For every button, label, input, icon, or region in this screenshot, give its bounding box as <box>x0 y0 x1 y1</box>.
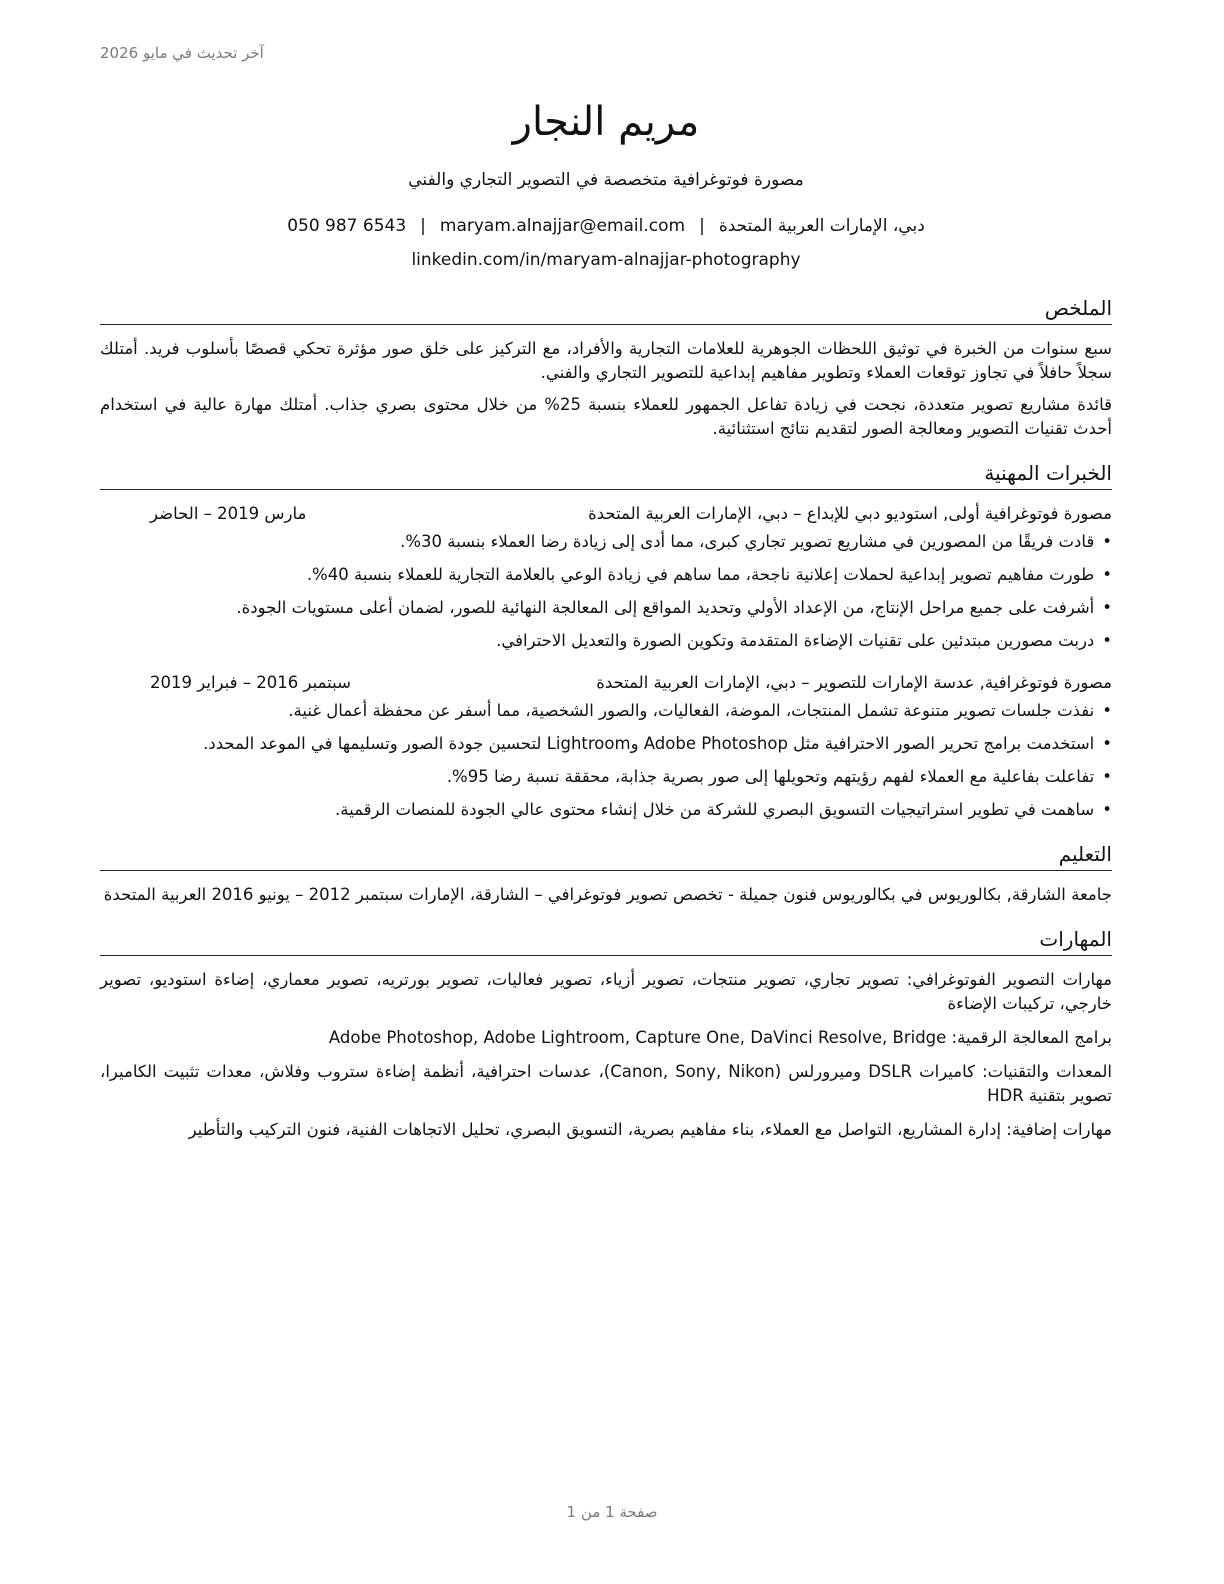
candidate-name: مريم النجار <box>512 99 700 145</box>
job-bullet: • طورت مفاهيم تصوير إبداعية لحملات إعلانية ناجحة، مما ساهم في زيادة الوعي بالعلامة التجارية للعملاء بنسبة 40%. <box>100 563 1112 587</box>
education-section <box>100 840 1112 907</box>
summary-paragraph: سبع سنوات من الخبرة في توثيق اللحظات الجوهرية للعلامات التجارية والأفراد، مع التركيز على خلق صور مؤثرة تحكي قصصًا بأسلوب فريد. أمتلك سجلاً حافلاً في تجاوز توقعات العملاء وتطوير مفاهيم إبداعية للتصوير التجاري والفني. <box>100 339 1112 382</box>
experience-body <box>100 502 1112 822</box>
experience-section <box>100 459 1112 822</box>
job-bullet: • تفاعلت بفاعلية مع العملاء لفهم رؤيتهم وتحويلها إلى صور بصرية جذابة، محققة نسبة رضا 95%. <box>100 765 1112 789</box>
skill-line: مهارات التصوير الفوتوغرافي: تصوير تجاري، تصوير منتجات، تصوير أزياء، تصوير فعاليات، تصوير بورتريه، تصوير معماري، إضاءة استوديو، تصوير خارجي، تركيبات الإضاءة <box>100 970 1112 1013</box>
candidate-headline: مصورة فوتوغرافية متخصصة في التصوير التجاري والفني <box>408 170 804 190</box>
job-role: مصورة فوتوغرافية أولى, استوديو دبي للإبداع – دبي، الإمارات العربية المتحدة <box>588 504 1112 523</box>
job-entry <box>100 671 1112 822</box>
job-bullet: • استخدمت برامج تحرير الصور الاحترافية مثل Adobe Photoshop وLightroom لتحسين جودة الصور وتسليمها في الموعد المحدد. <box>100 732 1112 756</box>
job-bullets <box>100 699 1112 822</box>
job-dates: مارس 2019 – الحاضر <box>150 504 307 523</box>
contact-linkedin[interactable]: linkedin.com/in/maryam-alnajjar-photography <box>411 250 801 270</box>
summary-title: الملخص <box>100 294 1112 325</box>
education-body <box>100 883 1112 907</box>
job-role: مصورة فوتوغرافية, عدسة الإمارات للتصوير – دبي، الإمارات العربية المتحدة <box>596 673 1112 692</box>
skill-line: برامج المعالجة الرقمية: Adobe Photoshop, Adobe Lightroom, Capture One, DaVinci Resolve, Bridge <box>328 1028 1112 1047</box>
contact-location: دبي، الإمارات العربية المتحدة <box>718 216 925 236</box>
resume-page <box>100 96 1112 1152</box>
skills-section <box>100 925 1112 1142</box>
experience-title: الخبرات المهنية <box>100 459 1112 490</box>
contact-separator: | <box>699 216 705 236</box>
contact-separator: | <box>420 216 426 236</box>
job-bullet: • أشرفت على جميع مراحل الإنتاج، من الإعداد الأولي وتحديد المواقع إلى المعالجة النهائية للصور، لضمان أعلى مستويات الجودة. <box>100 596 1112 620</box>
page-number: صفحة 1 من 1 <box>566 1503 658 1521</box>
job-bullets <box>100 530 1112 653</box>
education-entry: جامعة الشارقة, بكالوريوس في بكالوريوس فنون جميلة - تخصص تصوير فوتوغرافي – الشارقة، الإمارات سبتمبر 2012 – يونيو 2016 العربية المتحدة <box>103 885 1112 904</box>
summary-body <box>100 337 1112 441</box>
job-bullet: • قادت فريقًا من المصورين في مشاريع تصوير تجاري كبرى، مما أدى إلى زيادة رضا العملاء بنسبة 30%. <box>100 530 1112 554</box>
job-header <box>100 502 1112 526</box>
contact-line <box>100 214 1112 238</box>
job-bullet: • ساهمت في تطوير استراتيجيات التسويق البصري للشركة من خلال إنشاء محتوى عالي الجودة للمنصات الرقمية. <box>100 798 1112 822</box>
contact-email[interactable]: maryam.alnajjar@email.com <box>439 216 686 236</box>
skills-title: المهارات <box>100 925 1112 956</box>
summary-paragraph: قائدة مشاريع تصوير متعددة، نجحت في زيادة تفاعل الجمهور للعملاء بنسبة 25% من خلال محتوى بصري جذاب. أمتلك مهارة عالية في استخدام أحدث تقنيات التصوير ومعالجة الصور لتقديم نتائج استثنائية. <box>100 395 1113 438</box>
summary-section <box>100 294 1112 441</box>
job-bullet: • دربت مصورين مبتدئين على تقنيات الإضاءة المتقدمة وتكوين الصورة والتعديل الاحترافي. <box>100 629 1112 653</box>
job-dates: سبتمبر 2016 – فبراير 2019 <box>150 673 351 692</box>
skill-line: المعدات والتقنيات: كاميرات DSLR وميرورلس (Canon, Sony, Nikon)، عدسات احترافية، أنظمة إضاءة ستروب وفلاش، معدات تثبيت الكاميرا، تصوير بتقنية HDR <box>100 1062 1112 1105</box>
job-entry <box>100 502 1112 653</box>
skill-line: مهارات إضافية: إدارة المشاريع، التواصل مع العملاء، بناء مفاهيم بصرية، التسويق البصري، تحليل الاتجاهات الفنية، فنون التركيب والتأطير <box>188 1120 1112 1139</box>
last-updated-note: آخر تحديث في مايو 2026 <box>100 44 264 62</box>
job-header <box>100 671 1112 695</box>
education-title: التعليم <box>100 840 1112 871</box>
contact-phone[interactable]: 050 987 6543 <box>287 216 407 236</box>
job-bullet: • نفذت جلسات تصوير متنوعة تشمل المنتجات، الموضة، الفعاليات، والصور الشخصية، مما أسفر عن محفظة أعمال غنية. <box>100 699 1112 723</box>
skills-body <box>100 968 1112 1142</box>
